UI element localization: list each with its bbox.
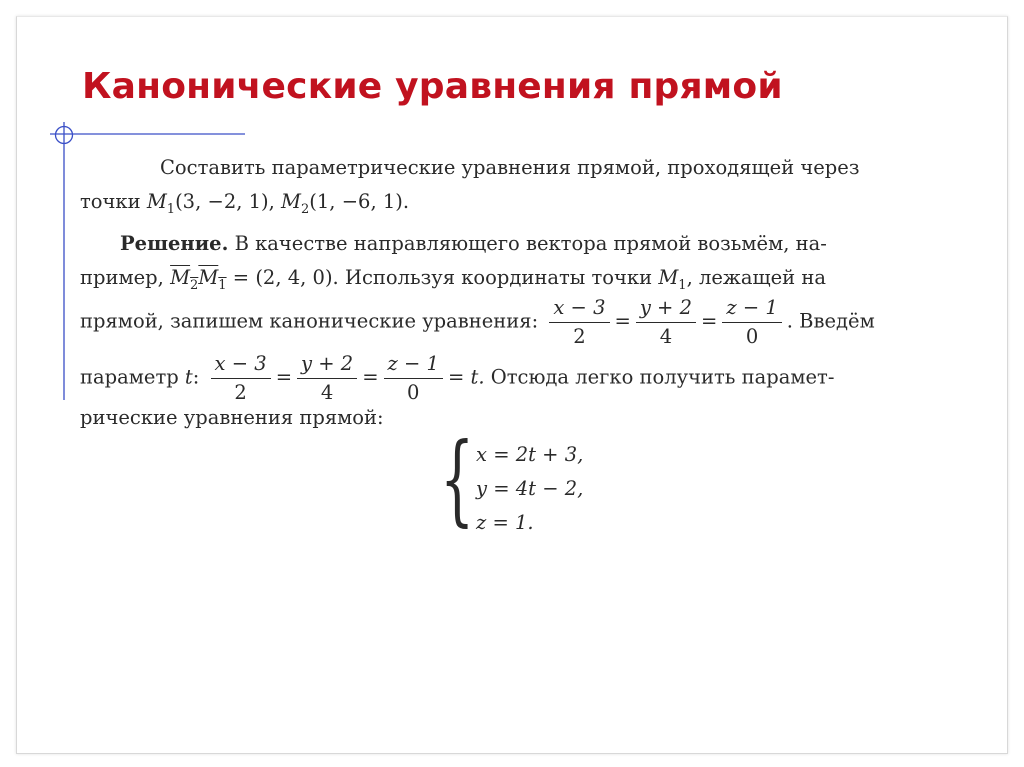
point-m1 bbox=[146, 190, 176, 217]
fraction-y-num: y + 2 bbox=[636, 298, 696, 323]
equals-sign: = bbox=[275, 365, 293, 389]
problem-line-1: Составить параметрические уравнения прямой, проходящей через bbox=[160, 156, 860, 179]
point-m2-sub: 2 bbox=[301, 202, 310, 217]
solution-line-5: рические уравнения прямой: bbox=[80, 406, 384, 429]
fraction-z-2-num: z − 1 bbox=[384, 354, 443, 379]
vector-value: = (2, 4, 0). bbox=[232, 266, 339, 289]
fraction-y-2-num: y + 2 bbox=[297, 354, 357, 379]
fraction-x-den: 2 bbox=[573, 324, 586, 348]
fraction-z-2-den: 0 bbox=[407, 380, 420, 404]
fraction-y-den: 4 bbox=[659, 324, 673, 348]
solution-label: Решение. bbox=[120, 232, 229, 255]
solution-line-4-prefix: параметр bbox=[80, 365, 179, 389]
equation-system bbox=[440, 423, 660, 545]
fraction-y-2 bbox=[297, 354, 357, 402]
param-t: t bbox=[184, 365, 193, 389]
fraction-z-2 bbox=[384, 354, 443, 402]
system-eq-y: y = 4t − 2, bbox=[476, 477, 584, 500]
fraction-z bbox=[722, 298, 781, 346]
equals-sign: = bbox=[614, 309, 631, 333]
vector-b: M bbox=[198, 266, 219, 289]
point-m1-sub: 1 bbox=[166, 202, 176, 217]
equals-sign: = bbox=[362, 365, 379, 389]
solution-line-2 bbox=[80, 266, 826, 293]
fraction-x-2-den: 2 bbox=[234, 380, 247, 404]
fraction-y bbox=[636, 298, 696, 346]
solution-line-3-suffix: . Введём bbox=[786, 309, 875, 333]
fraction-y-2-den: 4 bbox=[320, 380, 334, 404]
system-brace: { bbox=[440, 423, 475, 537]
fraction-x-2-num: x − 3 bbox=[211, 354, 271, 379]
equals-sign: = bbox=[701, 309, 718, 333]
colon: : bbox=[192, 365, 200, 389]
point-m2-name: M bbox=[281, 190, 302, 213]
slide-title: Канонические уравнения прямой bbox=[82, 66, 783, 107]
solution-line-1 bbox=[120, 234, 827, 254]
point-m1-ref-sub: 1 bbox=[678, 278, 687, 293]
fraction-x bbox=[549, 298, 609, 346]
fraction-z-num: z − 1 bbox=[722, 298, 781, 323]
solution-line-4-suffix: Отсюда легко получить парамет- bbox=[490, 365, 835, 389]
solution-line-2-end: , лежащей на bbox=[686, 266, 826, 289]
problem-line-2-prefix: точки bbox=[80, 190, 141, 213]
solution-line-1-text: В качестве направляющего вектора прямой возьмём, на- bbox=[234, 232, 827, 255]
solution-line-3-prefix: прямой, запишем канонические уравнения: bbox=[80, 309, 539, 333]
system-eq-x: x = 2t + 3, bbox=[476, 443, 584, 466]
fraction-x-num: x − 3 bbox=[549, 298, 609, 323]
point-m1-name: M bbox=[146, 190, 167, 213]
equals-t: = t. bbox=[447, 365, 485, 389]
point-m1-coords: (3, −2, 1), bbox=[175, 190, 275, 213]
point-m1-ref-name: M bbox=[658, 266, 679, 289]
point-m2 bbox=[281, 190, 310, 217]
solution-line-3 bbox=[80, 298, 875, 346]
fraction-x-2 bbox=[211, 354, 271, 402]
point-m2-coords: (1, −6, 1). bbox=[309, 190, 410, 213]
fraction-z-den: 0 bbox=[745, 324, 759, 348]
vector-m2m1 bbox=[170, 266, 227, 293]
system-eq-z: z = 1. bbox=[476, 511, 534, 534]
vector-a-sub: 2 bbox=[190, 278, 199, 293]
vector-b-sub: 1 bbox=[218, 278, 227, 293]
problem-line-2 bbox=[80, 190, 410, 217]
vector-a: M bbox=[170, 266, 191, 289]
solution-line-2-suffix: Используя координаты точки bbox=[344, 266, 653, 289]
point-m1-ref bbox=[658, 266, 687, 293]
solution-line-2-prefix: пример, bbox=[80, 266, 164, 289]
solution-line-4 bbox=[80, 354, 834, 402]
